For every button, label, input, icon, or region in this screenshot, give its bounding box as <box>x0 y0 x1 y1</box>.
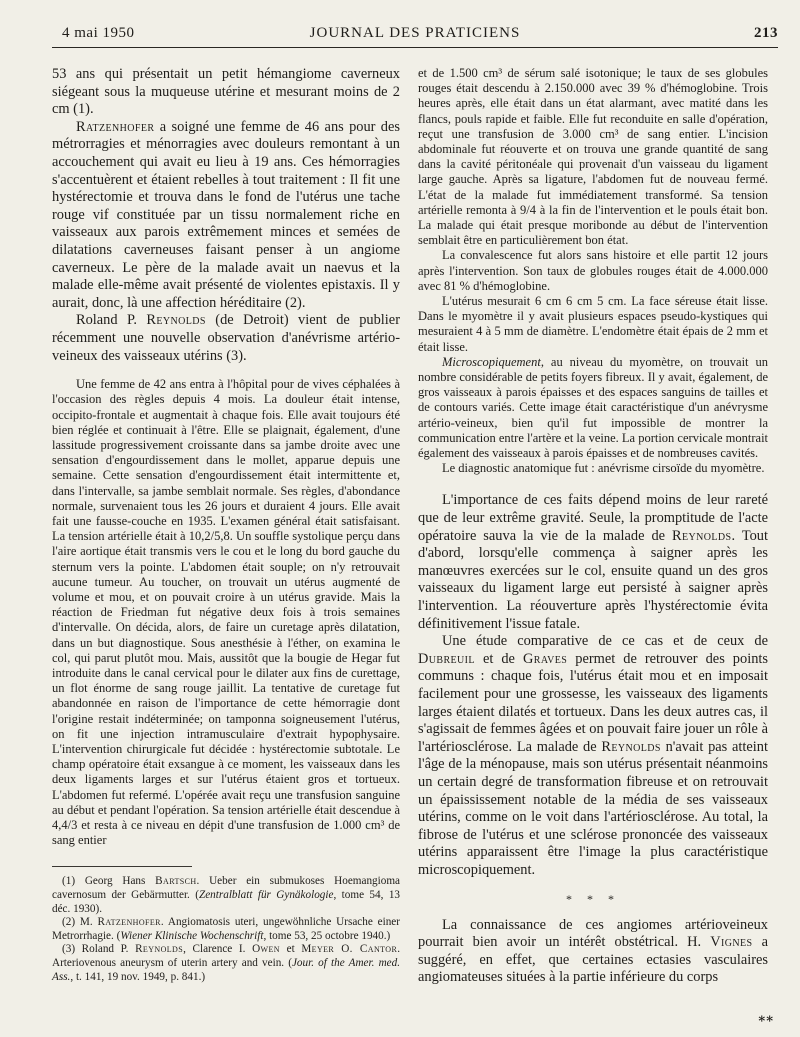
fn2-journal: Wiener Klinische Wochenschrift <box>120 929 264 942</box>
footnote-2 <box>52 916 400 943</box>
right-paragraph-7-a: Une étude comparative de ce cas et de ceux de <box>442 633 768 650</box>
author-dubreuil: Dubreuil <box>418 650 475 667</box>
fn2-title: . Angiomatosis uteri, ungewöhnliche Ursache einer Metrorrhagie. ( <box>52 916 400 942</box>
right-paragraph-1: et de 1.500 cm³ de sérum salé isotonique; le taux de ses globules rouges était descendu à 2.150.000 avec 39 % d'hémoglobine. Trois heures après, elle était dans un état alarmant, avec matité dans les flancs, pouls rapide et faible. Elle fut reconduite en salle d'opération, reçut une transfusion de 3.000 cm³ de sang entier. L'incision abdominale fut réouverte et on trouva une grande quantité de sang dans la cavité péritonéale qui provenait d'un vaisseau du ligament large gauche. Après sa ligature, l'abdomen fut de nouveau fermé. L'état de la malade fut immédiatement transformé. Sa tension artérielle remonta à 9/4 à la fin de l'intervention et le pouls était bon. La malade qui était presque moribonde au début de l'intervention semblait être en particulièrement bon état. <box>418 66 768 248</box>
footnotes <box>52 875 400 984</box>
fn1-title: . Ueber ein submukoses Hoemangioma cavernosum der Gebärmutter. ( <box>52 875 401 901</box>
author-ratzenhofer: Ratzenhofer <box>76 118 155 135</box>
right-paragraph-7-b: et de <box>474 650 523 667</box>
left-column <box>52 66 400 984</box>
author-graves: Graves <box>522 650 568 667</box>
footnote-1 <box>52 875 400 916</box>
right-paragraph-5: Le diagnostic anatomique fut : anévrisme cirsoïde du myomètre. <box>442 461 765 476</box>
issue-date: 4 mai 1950 <box>62 25 135 41</box>
fn3-journal: Jour. of the Amer. med. Ass. <box>52 956 401 983</box>
fn1-journal: Zentralblatt für Gynäkologie <box>198 888 334 901</box>
fn3-ref: , t. 141, 19 nov. 1949, p. 841.) <box>70 970 206 983</box>
left-paragraph-1: 53 ans qui présentait un petit hémangiome caverneux siégeant sous la muqueuse utérine et mesurant moins de 2 cm (1). <box>52 66 400 118</box>
right-paragraph-4 <box>418 355 768 461</box>
fn1-author: Bartsch <box>155 875 197 888</box>
right-paragraph-8-a: La connaissance de ces angiomes artérioveineux pourrait bien avoir un intérêt obstétrical. H. <box>418 916 768 951</box>
fn3-author-2: Owen <box>252 943 280 956</box>
left-paragraph-3 <box>52 312 400 365</box>
journal-title: JOURNAL DES PRATICIENS <box>309 25 521 41</box>
fn1-prefix: (1) Georg Hans <box>62 875 156 888</box>
right-paragraph-2: La convalescence fut alors sans histoire et elle partit 12 jours après l'intervention. Son taux de globules rouges était de 4.000.000 avec 81 % d'hémoglobine. <box>418 248 768 293</box>
left-paragraph-2-text: a soigné une femme de 46 ans pour des métrorragies et ménorragies avec douleurs remontant à un accouchement qui avait eu lieu à 19 ans. Ces hémorragies s'accentuèrent et étaient rebelles à tout traitement : Il fit une hystérectomie et trouva dans le fond de l'utérus une tache rouge vif constituée par un tissu normalement riche en vaisseaux aux parois extrêmement minces et semées de dilatations caverneuses faisant penser à un angiome caverneux. Le père de la malade avait un naevus et la malade elle-même avait présenté de violentes epistaxis. Il y aurait, donc, là une affection héréditaire (2). <box>52 118 400 311</box>
right-paragraph-3: L'utérus mesurait 6 cm 6 cm 5 cm. La face séreuse était lisse. Dans le myomètre il y avait plusieurs espaces pseudo-kystiques qui mesuraient 4 à 5 mm de diamètre. L'endomètre était épais de 2 mm et était lisse. <box>418 294 768 354</box>
fn3-sep-1: , Clarence I. <box>183 943 253 956</box>
author-reynolds-2: Reynolds <box>672 527 732 544</box>
footnote-3 <box>52 943 400 984</box>
right-paragraph-6-b: . Tout d'abord, lorsqu'elle commença à saigner après les manœuvres exercées sur le col, ensuite quand un des gros vaisseaux du ligament large eut persisté à saigner après l'intervention. La réouverture après l'hystérectomie évita définitivement l'issue fatale. <box>418 527 768 632</box>
fn2-ref: , tome 53, 25 octobre 1940.) <box>263 929 391 942</box>
fn3-author-3: Meyer O. Cantor <box>301 943 398 956</box>
right-paragraph-6 <box>418 492 768 633</box>
fn1-ref: , tome 54, 13 déc. 1930). <box>52 888 401 915</box>
right-paragraph-7-c: permet de retrouver des points communs : chaque fois, l'utérus était mou et en imposait facilement pour une grossesse, les vaisseaux des ligaments larges étaient dilatés et tortueux. Dans les deux autres cas, il s'agissait de femmes âgées et on pouvait faire jouer un rôle à l'artériosclérose. La malade de <box>418 650 768 755</box>
case-report-paragraph: Une femme de 42 ans entra à l'hôpital pour de vives céphalées à l'occasion des règles depuis 4 mois. La douleur était intense, occipito-frontale et augmentait à chaque fois. Elle avait toujours été bien réglée et continuait à l'être. Elle se plaignait, également, d'une lassitude progressivement croissante dans sa jambe droite avec une sensation d'engourdissement dans le mollet, apparue depuis une semaine. Cette sensation d'engourdissement était intermittente et, dans l'intervalle, sa jambe semblait normale. Ses règles, d'abondance normale, survenaient tous les 26 jours et duraient 4 jours. Elle avait fait une fausse-couche en 1935. L'examen général était satisfaisant. La tension artérielle était à 10,2/5,8. Un souffle systolique perçu dans l'aire aortique était transmis vers le cou et le long du bord gauche du sternum vers la pointe. L'abdomen était souple; on n'y retrouvait aucune tumeur. Au toucher, on trouvait un utérus augmenté de volume et mou, et on pouvait croire à un utérus gravide. Mais la réaction de Friedman fut négative deux fois à trois semaines d'intervalle. On décida, alors, de faire un curetage après dilatation, dans un but diagnostique. Sous anesthésie à l'éther, on examina le col, qui parut plutôt mou. Mais, aussitôt que la bougie de Hegar fut introduite dans le canal cervical pour le dilater aux fins de curettage, un flot énorme de sang rouge jaillit. La tentative de curetage fut abandonnée en raison de l'importance de cette hémorragie dont l'origine restait indéterminée; on tamponna soigneusement l'utérus, on fit une injection intramusculaire d'extrait hypophysaire. L'intervention chirurgicale fut décidée : hystérectomie subtotale. Le champ opératoire était exsangue à ce moment, les vaisseaux dans les deux ligaments larges et sur l'utérus étaient gros et tortueux. L'abdomen fut refermé. L'opérée avait reçu une transfusion sanguine au début et pendant l'opération. Sa tension artérielle était descendue à 4,4/3 et resta à ce niveau en dépit d'une transfusion de 1.000 cm³ de sang entier <box>52 377 400 848</box>
right-paragraph-4-text: , au niveau du myomètre, on trouvait un nombre considérable de petits foyers fibreux. Il y avait, également, de gros vaisseaux à parois épaisses et des espaces sanguins de tailles et de contours variés. Cette image était caractéristique d'un anévrysme artério-veineux, bien qu'il fut impossible de montrer la communication entre l'artère et la veine. La portion cervicale montrait également des vaisseaux à parois épaisses et de nombreuses cavités. <box>418 354 769 461</box>
page-number: 213 <box>754 25 778 41</box>
fn3-title: . Arteriovenous aneurysm of uterin artery and vein. ( <box>52 943 400 969</box>
right-paragraph-8-b: a suggéré, en effet, que certaines ectasies vasculaires angiomateuses situées à la partie inférieure du corps <box>418 934 768 986</box>
left-paragraph-3-text: (de Detroit) vient de publier récemment une nouvelle observation d'anévrisme artério-veineux des vaisseaux utérins (3). <box>52 312 400 364</box>
signature-mark: ** <box>758 1014 774 1029</box>
right-column <box>418 66 768 987</box>
author-vignes: Vignes <box>710 934 753 951</box>
right-paragraph-7-d: n'avait pas atteint l'âge de la ménopause, mais son utérus présentait néanmoins un certain degré de transformation fibreuse et on retrouvait un épaississement notable de la média de ses vaisseaux utérins, comme on le voit dans l'artériosclérose. Au total, la fibrose de l'utérus et une sclérose prononcée des vaisseaux utérins apparaissent être l'image la plus caractéristique microscopiquement. <box>418 738 768 878</box>
fn3-author-1: Reynolds <box>135 943 184 956</box>
page-header <box>52 20 778 48</box>
right-paragraph-7 <box>418 633 768 879</box>
left-paragraph-2 <box>52 119 400 313</box>
fn3-prefix: (3) Roland P. <box>62 943 136 956</box>
fn3-sep-2: et <box>279 943 302 956</box>
fn2-prefix: (2) M. <box>62 916 98 929</box>
author-reynolds-3: Reynolds <box>601 738 661 755</box>
left-paragraph-3-prefix: Roland P. <box>76 312 147 329</box>
author-reynolds: Reynolds <box>146 312 206 329</box>
fn2-author: Ratzenhofer <box>97 916 161 929</box>
right-paragraph-8 <box>418 917 768 987</box>
microscopy-label: Microscopiquement <box>442 354 541 369</box>
right-paragraph-6-a: L'importance de ces faits dépend moins de leur rareté que de leur extrême gravité. Seule, la promptitude de l'acte opératoire sauva la vie de la malade de <box>418 492 768 544</box>
section-stars: * * * <box>566 891 620 906</box>
footnote-separator <box>52 866 192 867</box>
